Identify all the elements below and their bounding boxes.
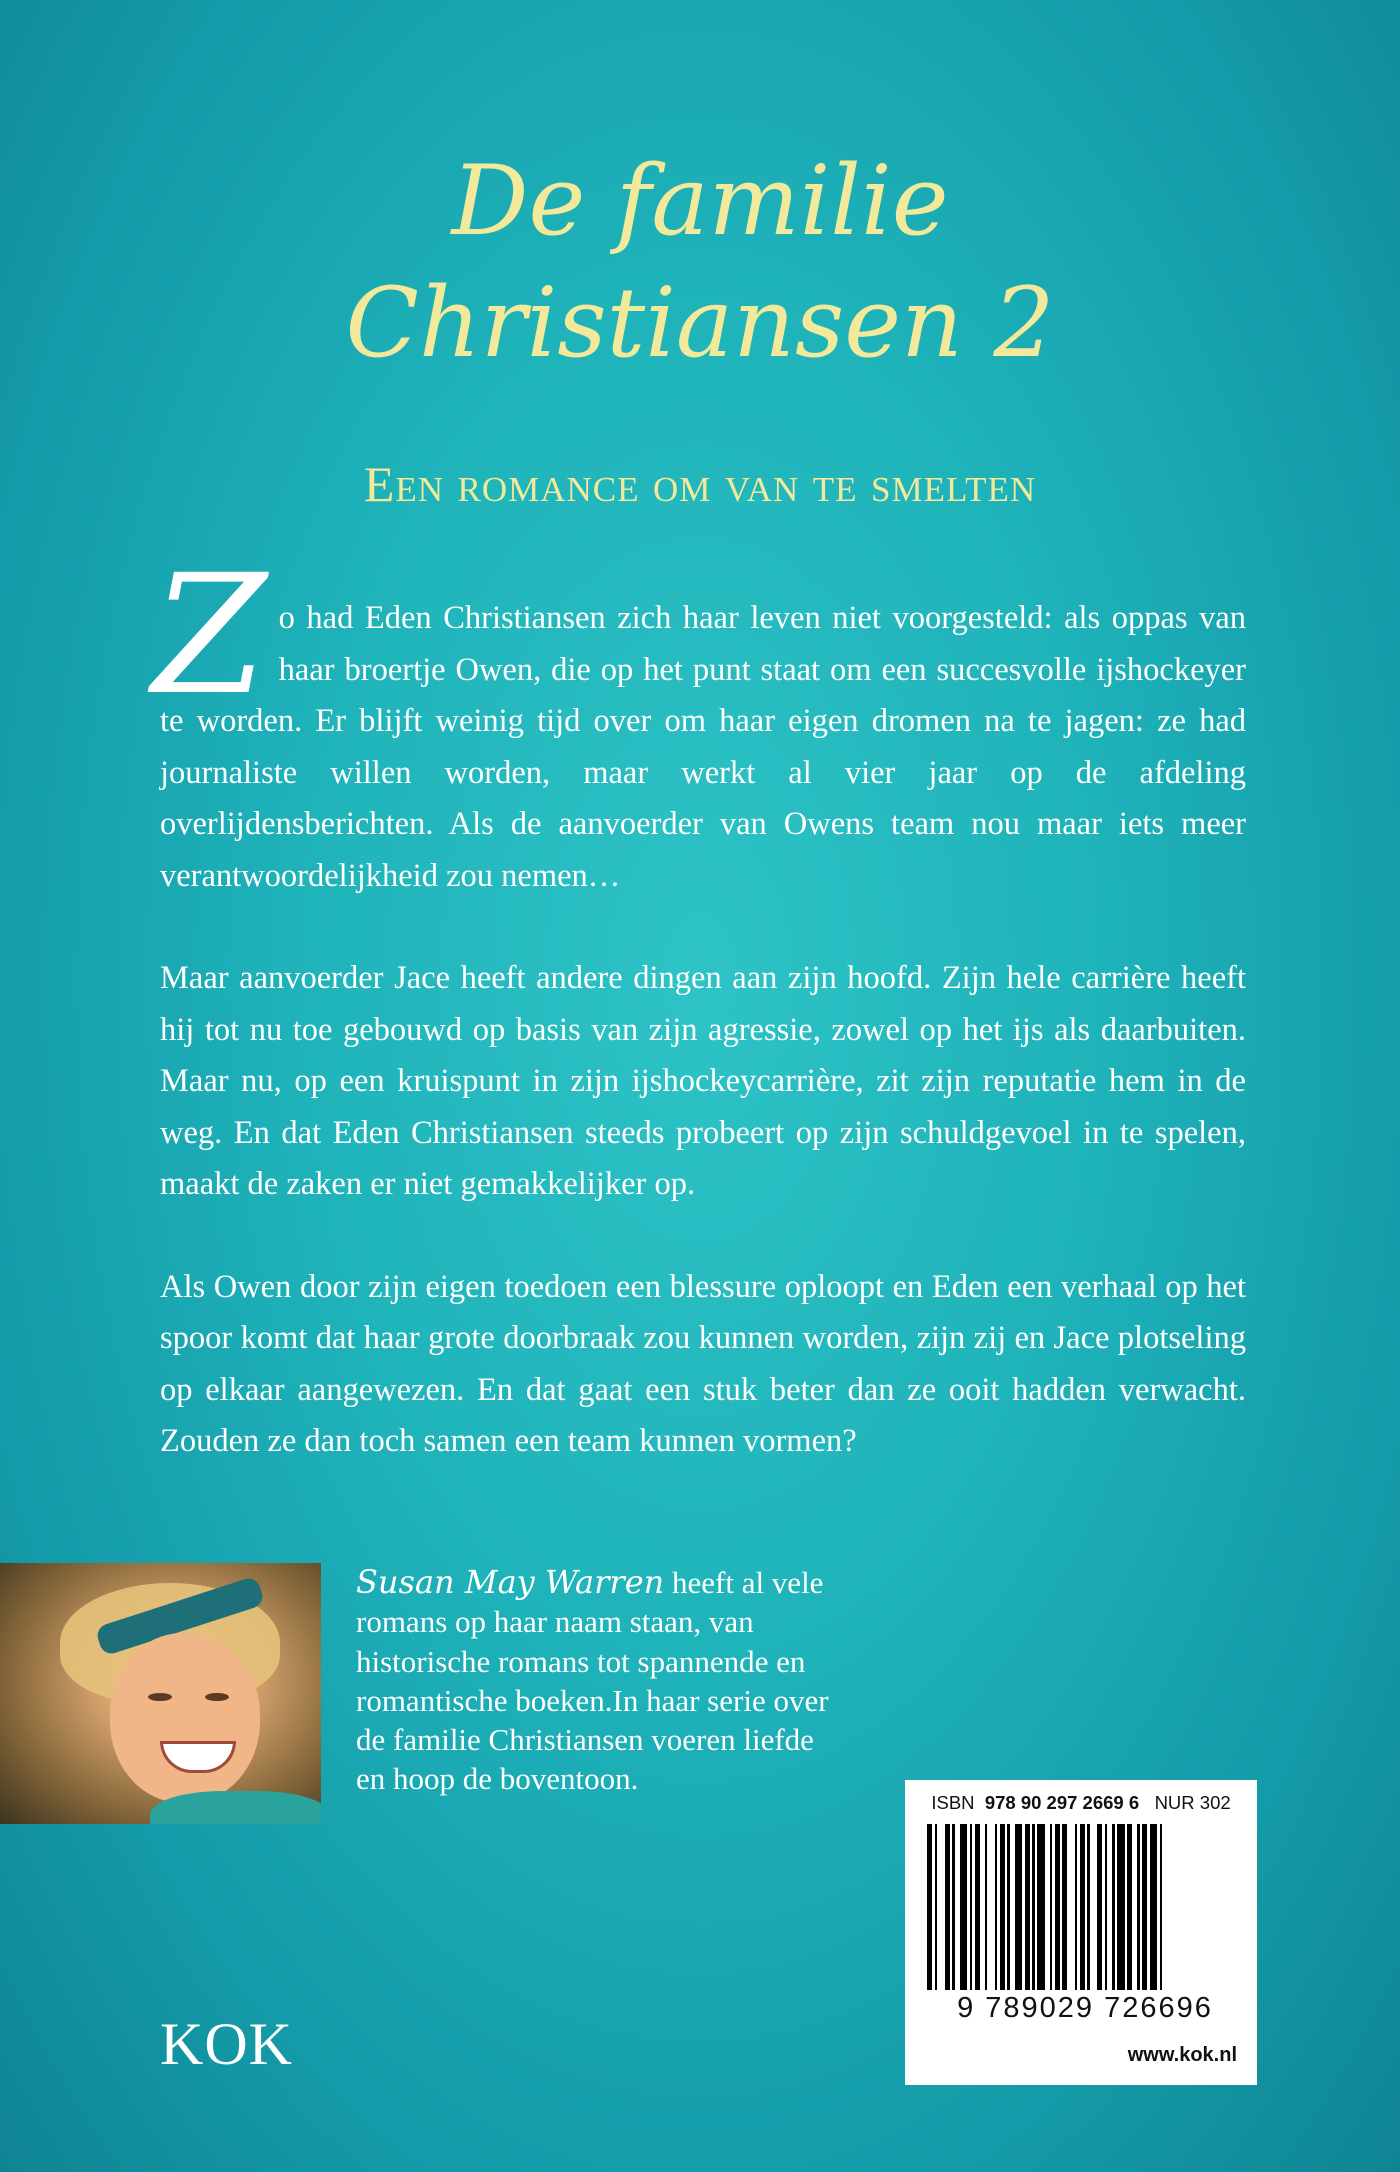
isbn-line bbox=[905, 1792, 1257, 1814]
barcode-bar bbox=[1015, 1824, 1023, 1990]
barcode-bar bbox=[1032, 1824, 1035, 1990]
title-line-2: Christiansen 2 bbox=[345, 267, 1055, 379]
barcode-bar bbox=[1097, 1824, 1102, 1990]
author-name: Susan May Warren bbox=[356, 1563, 665, 1601]
author-photo bbox=[0, 1563, 321, 1824]
barcode-bar bbox=[1142, 1824, 1147, 1990]
blurb-paragraph-2: Maar aanvoerder Jace heeft andere dingen aan zijn hoofd. Zijn hele carrière heeft hij tot nu toe gebouwd op basis van zijn agressie, zowel op het ijs als daarbuiten. Maar nu, op een kruispunt in zijn ijshockeycarrière, zit zijn reputatie hem in de weg. En dat Eden Christiansen steeds probeert op zijn schuldgevoel in te spelen, maakt de zaken er niet gemakkelijker op. bbox=[160, 960, 1246, 1202]
barcode-bar bbox=[1075, 1824, 1078, 1990]
subtitle: Een romance om van te smelten bbox=[363, 456, 1037, 512]
author-bio-text: heeft al vele romans op haar naam staan, van historische romans tot spannende en romantische boeken.In haar serie over de familie Christiansen voeren liefde en hoop de boventoon. bbox=[356, 1565, 829, 1797]
barcode-bar bbox=[985, 1824, 988, 1990]
author-bio bbox=[356, 1563, 836, 1799]
barcode-bar bbox=[1050, 1824, 1053, 1990]
barcode-bar bbox=[1080, 1824, 1085, 1990]
barcode-bar bbox=[1137, 1824, 1140, 1990]
barcode-bar bbox=[1087, 1824, 1090, 1990]
nur-code: NUR 302 bbox=[1154, 1792, 1231, 1813]
barcode-bar bbox=[952, 1824, 955, 1990]
barcode-bar bbox=[960, 1824, 968, 1990]
isbn-label: ISBN bbox=[931, 1792, 975, 1813]
barcode-bar bbox=[935, 1824, 938, 1990]
drop-cap: Z bbox=[152, 539, 267, 731]
blurb bbox=[152, 539, 1246, 1519]
barcode-bar bbox=[970, 1824, 973, 1990]
barcode-bar bbox=[1037, 1824, 1045, 1990]
book-title bbox=[0, 140, 1400, 384]
blurb-paragraph-3: Als Owen door zijn eigen toedoen een blessure oploopt en Eden een verhaal op het spoor komt dat haar grote doorbraak zou kunnen worden, zijn zij en Jace plotseling op elkaar aangewezen. En dat gaat een stuk beter dan ze ooit hadden verwacht. Zouden ze dan toch samen een team kunnen vormen? bbox=[160, 1268, 1246, 1459]
barcode-bar bbox=[927, 1824, 932, 1990]
barcode-bar bbox=[995, 1824, 998, 1990]
barcode-bar bbox=[1150, 1824, 1158, 1990]
publisher-logo: KOK bbox=[160, 2011, 293, 2077]
barcode-bar bbox=[1000, 1824, 1005, 1990]
barcode-bar bbox=[1007, 1824, 1010, 1990]
barcode-bar bbox=[1117, 1824, 1125, 1990]
publisher-url: www.kok.nl bbox=[1127, 2044, 1237, 2066]
title-line-1: De familie bbox=[451, 145, 949, 257]
barcode-bar bbox=[1025, 1824, 1030, 1990]
barcode-bar bbox=[1105, 1824, 1108, 1990]
barcode-digits: 9 789029 726696 bbox=[957, 1992, 1213, 2024]
blurb-paragraph-1-text: o had Eden Christiansen zich haar leven niet voorgesteld: als oppas van haar broertje Owen, die op het punt staat om een succesvolle ijshockeyer te worden. Er blijft weinig tijd over om haar eigen dromen na te jagen: ze had journaliste willen worden, maar werkt al vier jaar op de afdeling overlijdensberichten. Als de aanvoerder van Owens team nou maar iets meer verantwoordelijkheid zou nemen… bbox=[160, 600, 1246, 894]
isbn-barcode bbox=[905, 1780, 1257, 2085]
barcode-bar bbox=[945, 1824, 950, 1990]
barcode-bar bbox=[975, 1824, 980, 1990]
barcode-bar bbox=[1062, 1824, 1067, 1990]
barcode-bar bbox=[1055, 1824, 1060, 1990]
barcode-bars bbox=[927, 1824, 1235, 1990]
barcode-bar bbox=[1127, 1824, 1132, 1990]
isbn-number: 978 90 297 2669 6 bbox=[984, 1792, 1140, 1813]
blurb-paragraph-1 bbox=[152, 539, 1246, 902]
barcode-bar bbox=[1160, 1824, 1163, 1990]
barcode-bar bbox=[1112, 1824, 1115, 1990]
